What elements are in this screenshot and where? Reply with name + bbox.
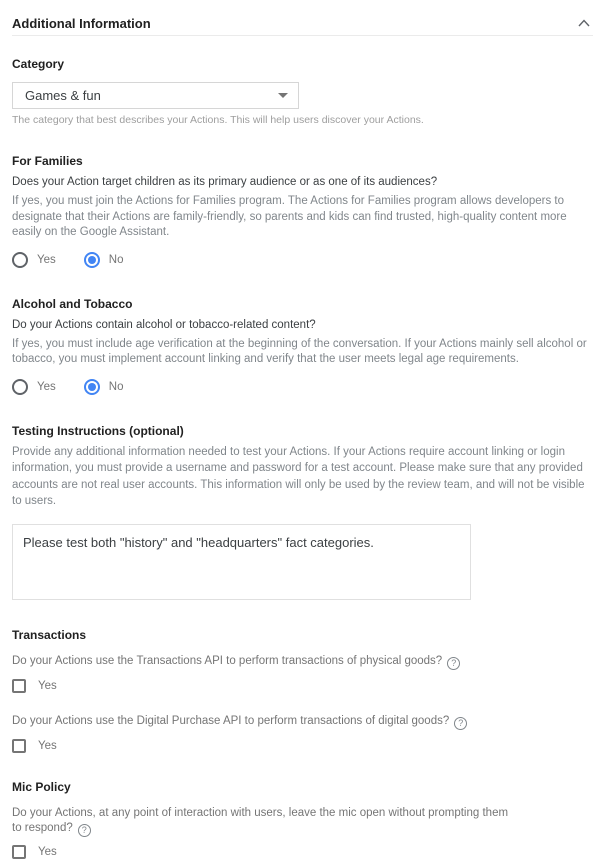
alcohol-tobacco-radio-no[interactable] — [84, 379, 124, 395]
section-header — [12, 0, 593, 33]
alcohol-tobacco-heading: Alcohol and Tobacco — [12, 296, 133, 311]
page-title: Additional Information — [12, 15, 151, 31]
radio-label: No — [108, 380, 124, 393]
alcohol-tobacco-helper-text: If yes, you must include age verification at the beginning of the conversation. If your Actions mainly sell alcohol or tobacco, you must implement account linking and verify that the user meets legal age requirements. — [12, 337, 587, 365]
testing-instructions-heading: Testing Instructions (optional) — [12, 423, 184, 438]
question-text: Do your Actions, at any point of interaction with users, leave the mic open without prompting them to respond? — [12, 806, 509, 834]
alcohol-tobacco-question: Do your Actions contain alcohol or tobacco-related content? — [12, 318, 316, 331]
radio-unchecked-icon — [12, 252, 28, 268]
for-families-helper-text: If yes, you must join the Actions for Families program. The Actions for Families program allows developers to designate that their Actions are family-friendly, so parents and kids can find trusted, high-quality content more easily on the Google Assistant. — [12, 195, 567, 238]
help-icon[interactable]: ? — [447, 657, 460, 670]
checkbox-label: Yes — [38, 845, 57, 858]
radio-checked-icon — [84, 379, 100, 395]
help-icon[interactable]: ? — [78, 824, 91, 837]
mic-policy-heading: Mic Policy — [12, 779, 71, 794]
chevron-up-icon — [578, 19, 590, 27]
alcohol-tobacco-radio-group — [12, 379, 593, 395]
transactions-digital-checkbox[interactable] — [12, 739, 593, 753]
testing-instructions-helper-text: Provide any additional information needed to test your Actions. If your Actions require account linking or login information, you must provide a username and password for a test account. Please make sure that any provided accounts are not real user accounts. This information will only be used by the review team, and will not be visible to users. — [12, 445, 585, 507]
radio-label: Yes — [37, 380, 56, 393]
radio-label: Yes — [37, 253, 56, 266]
transactions-digital-question — [12, 714, 593, 730]
category-label: Category — [12, 57, 65, 71]
testing-instructions-input[interactable] — [12, 524, 471, 600]
transactions-physical-question — [12, 654, 593, 670]
mic-policy-checkbox[interactable] — [12, 845, 593, 859]
category-select[interactable] — [12, 82, 299, 109]
question-text: Do your Actions use the Digital Purchase API to perform transactions of digital goods? — [12, 714, 450, 727]
category-selected-value: Games & fun — [25, 88, 101, 103]
for-families-radio-yes[interactable] — [12, 252, 56, 268]
for-families-radio-group — [12, 252, 593, 268]
category-helper-text: The category that best describes your Actions. This will help users discover your Actions. — [12, 114, 424, 126]
question-text: Do your Actions use the Transactions API to perform transactions of physical goods? — [12, 654, 443, 667]
caret-down-icon — [278, 93, 288, 98]
checkbox-label: Yes — [38, 739, 57, 752]
radio-unchecked-icon — [12, 379, 28, 395]
checkbox-unchecked-icon — [12, 845, 26, 859]
for-families-heading: For Families — [12, 154, 83, 168]
header-divider — [12, 35, 593, 36]
radio-checked-icon — [84, 252, 100, 268]
checkbox-label: Yes — [38, 679, 57, 692]
alcohol-tobacco-radio-yes[interactable] — [12, 379, 56, 395]
for-families-radio-no[interactable] — [84, 252, 124, 268]
checkbox-unchecked-icon — [12, 679, 26, 693]
checkbox-unchecked-icon — [12, 739, 26, 753]
transactions-physical-checkbox[interactable] — [12, 679, 593, 693]
help-icon[interactable]: ? — [454, 717, 467, 730]
collapse-section-button[interactable] — [575, 14, 593, 32]
mic-policy-question — [12, 806, 517, 837]
radio-label: No — [108, 253, 124, 266]
transactions-heading: Transactions — [12, 627, 87, 642]
for-families-question: Does your Action target children as its primary audience or as one of its audiences? — [12, 176, 438, 188]
